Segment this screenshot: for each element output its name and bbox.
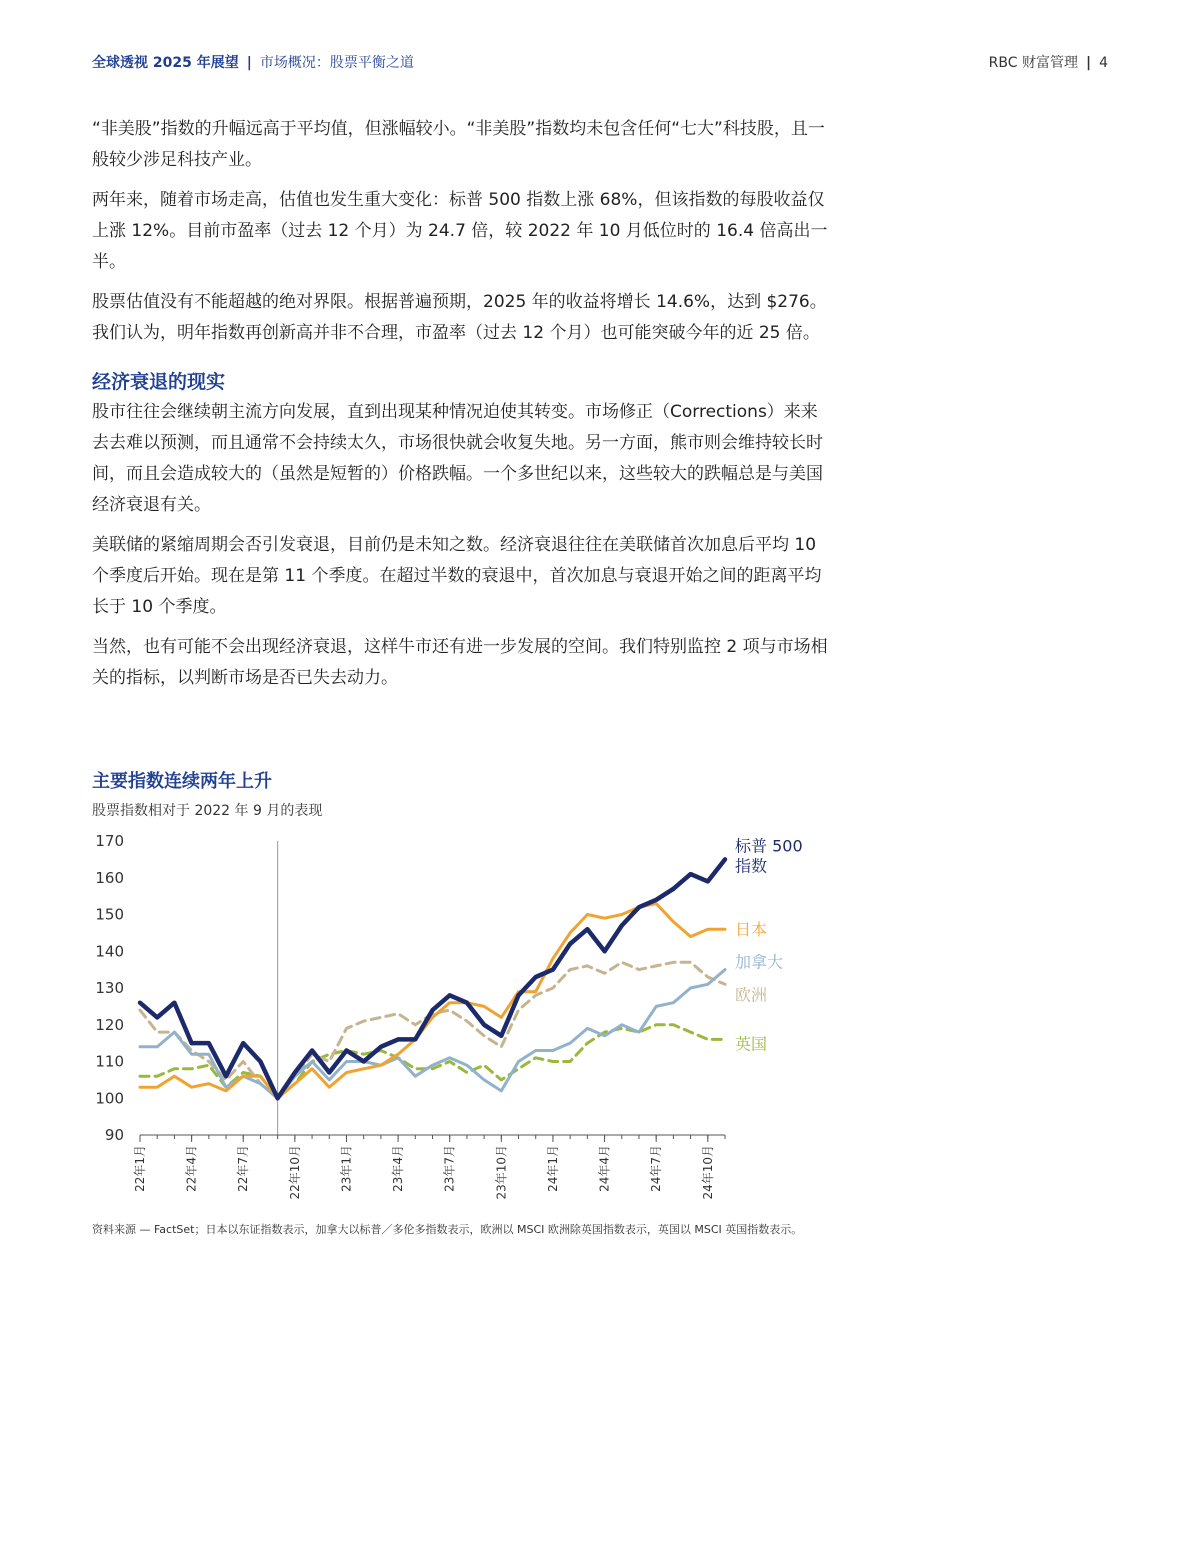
x-tick-label: 22年7月 [236, 1145, 251, 1192]
x-tick-label: 24年10月 [700, 1145, 715, 1200]
y-tick-label: 130 [95, 979, 124, 997]
header-separator-right: | [1085, 55, 1092, 71]
x-tick-label: 23年10月 [494, 1145, 509, 1200]
legend-label: 欧洲 [735, 985, 768, 1005]
legend-label: 英国 [735, 1034, 768, 1054]
chart-title: 主要指数连续两年上升 [92, 771, 272, 792]
y-tick-label: 90 [104, 1126, 124, 1144]
x-tick-label: 23年7月 [442, 1145, 457, 1192]
x-tick-label: 23年1月 [339, 1145, 354, 1192]
legend-label: 标普 500 [735, 836, 803, 856]
source-note: 资料来源 — FactSet；日本以东证指数表示，加拿大以标普／多伦多指数表示，欧洲以 MSCI 欧洲除英国指数表示，英国以 MSCI 英国指数表示。 [92, 1223, 803, 1236]
series-line [140, 970, 725, 1099]
y-tick-label: 150 [95, 905, 124, 924]
page-number: 4 [1099, 55, 1108, 71]
x-tick-label: 22年1月 [133, 1145, 147, 1192]
legend-label: 加拿大 [735, 952, 784, 972]
y-tick-label: 100 [95, 1089, 124, 1108]
x-tick-label: 24年4月 [597, 1145, 612, 1192]
paragraph-3: 股票估值没有不能超越的绝对界限。根据普遍预期，2025 年的收益将增长 14.6%，达到 $276。我们认为，明年指数再创新高并非不合理，市盈率（过去 12 个月）也可能突破今年的近 25 倍。 [92, 292, 827, 343]
paragraph-5: 美联储的紧缩周期会否引发衰退，目前仍是未知之数。经济衰退往往在美联储首次加息后平均 10 个季度后开始。现在是第 11 个季度。在超过半数的衰退中，首次加息与衰退开始之间的距离平均长于 10 个季度。 [92, 535, 822, 617]
section-heading: 经济衰退的现实 [92, 371, 226, 393]
x-tick-label: 23年4月 [391, 1145, 406, 1192]
x-tick-label: 22年4月 [184, 1145, 199, 1192]
y-tick-label: 110 [95, 1052, 124, 1071]
index-performance-chart [80, 825, 840, 1215]
legend-label: 日本 [735, 920, 768, 940]
y-tick-label: 170 [95, 832, 124, 850]
paragraph-2: 两年来，随着市场走高，估值也发生重大变化：标普 500 指数上涨 68%，但该指数的每股收益仅上涨 12%。目前市盈率（过去 12 个月）为 24.7 倍，较 2022 年 10 月低位时的 16.4 倍高出一半。 [92, 190, 828, 272]
header-separator: | [246, 55, 252, 71]
chart-subtitle: 股票指数相对于 2022 年 9 月的表现 [92, 803, 323, 819]
paragraph-1: “非美股”指数的升幅远高于平均值，但涨幅较小。“非美股”指数均未包含任何“七大”科技股，且一般较少涉足科技产业。 [92, 119, 825, 170]
paragraph-4: 股市往往会继续朝主流方向发展，直到出现某种情况迫使其转变。市场修正（Corrections）来来去去难以预测，而且通常不会持续太久，市场很快就会收复失地。另一方面，熊市则会维持较长时间，而且会造成较大的（虽然是短暂的）价格跌幅。一个多世纪以来，这些较大的跌幅总是与美国经济衰退有关。 [92, 402, 823, 515]
header-left [92, 52, 414, 72]
x-tick-label: 24年1月 [545, 1145, 560, 1192]
x-tick-label: 22年10月 [287, 1145, 302, 1200]
y-tick-label: 120 [95, 1015, 124, 1034]
header-right [989, 52, 1108, 72]
article-body [92, 114, 832, 703]
page-header [92, 52, 1108, 72]
paragraph-6: 当然，也有可能不会出现经济衰退，这样牛市还有进一步发展的空间。我们特别监控 2 项与市场相关的指标，以判断市场是否已失去动力。 [92, 637, 828, 688]
brand-name: RBC 财富管理 [988, 55, 1078, 71]
x-tick-label: 24年7月 [649, 1145, 664, 1192]
section-title: 市场概况：股票平衡之道 [259, 55, 414, 71]
y-tick-label: 140 [95, 942, 124, 961]
y-tick-label: 160 [95, 868, 124, 887]
report-title: 全球透视 2025 年展望 [92, 55, 239, 71]
legend-label: 指数 [735, 856, 768, 876]
series-line [140, 859, 725, 1098]
